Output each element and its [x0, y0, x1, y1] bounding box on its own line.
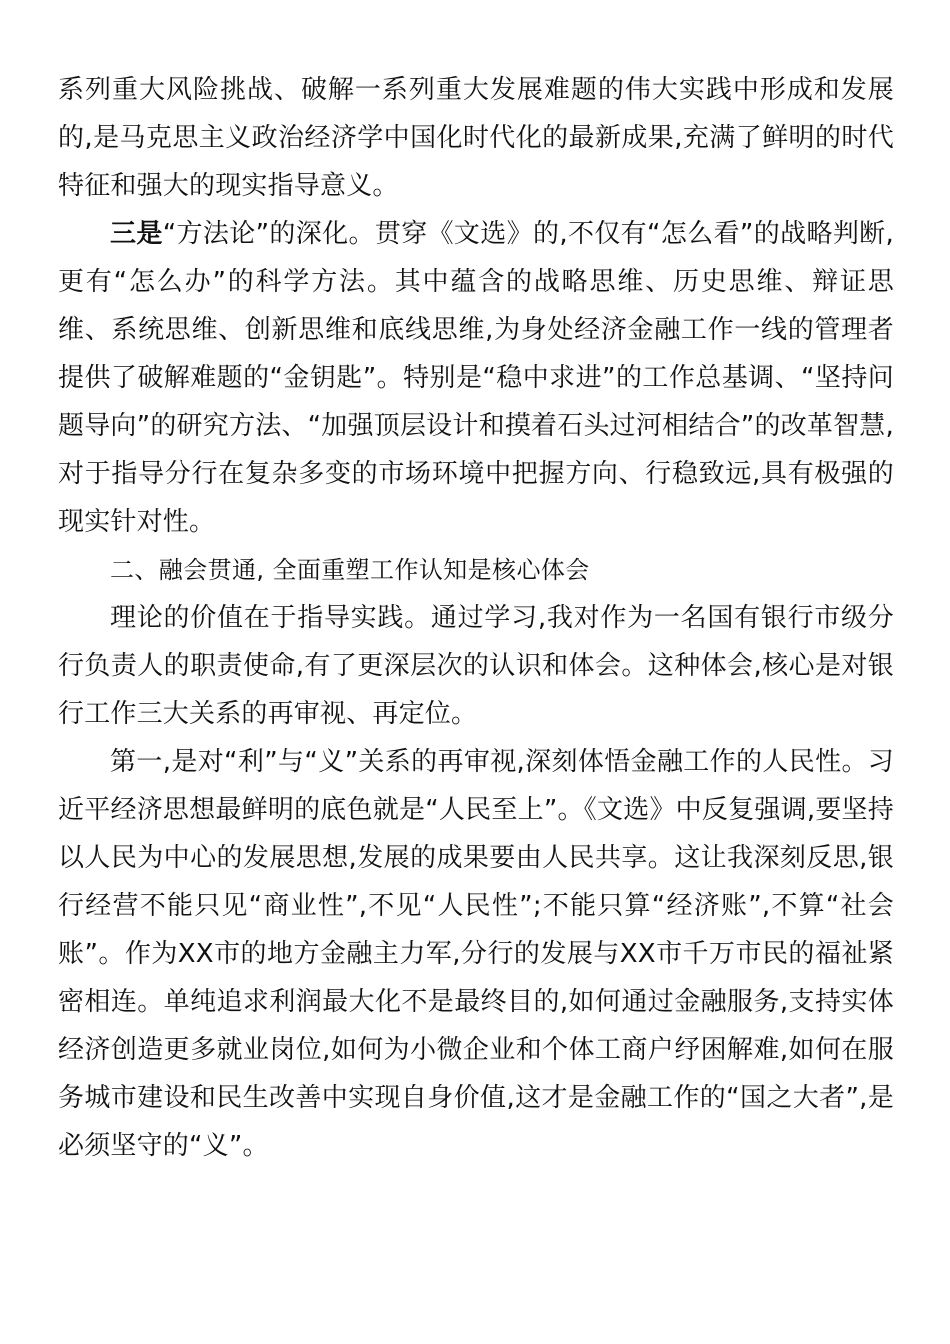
section-heading: 二、融会贯通, 全面重塑工作认知是核心体会: [110, 556, 590, 584]
paragraph-profit-righteousness: 第一,是对“利”与“义”关系的再审视,深刻体悟金融工作的人民性。习近平经济思想最鲜明的底色就是“人民至上”。《文选》中反复强调,要坚持以人民为中心的发展思想,发展的成果要由人民共享。这让我深刻反思,银行经营不能只见“商业性”,不见“人民性”;不能只算“经济账”,不算“社会账”。作为XX市的地方金融主力军,分行的发展与XX市千万市民的福祉紧密相连。单纯追求利润最大化不是最终目的,如何通过金融服务,支持实体经济创造更多就业岗位,如何为小微企业和个体工商户纾困解难,如何在服务城市建设和民生改善中实现自身价值,这才是金融工作的“国之大者”,是必须坚守的“义”。: [58, 747, 894, 1161]
paragraph-lead-bold: 三是: [110, 219, 163, 249]
paragraph-continuation: 系列重大风险挑战、破解一系列重大发展难题的伟大实践中形成和发展的,是马克思主义政治经济学中国化时代化的最新成果,充满了鲜明的时代特征和强大的现实指导意义。: [58, 75, 894, 201]
document-page: [58, 66, 894, 1170]
paragraph-theory-practice: 理论的价值在于指导实践。通过学习,我对作为一名国有银行市级分行负责人的职责使命,有了更深层次的认识和体会。这种体会,核心是对银行工作三大关系的再审视、再定位。: [58, 603, 894, 729]
paragraph-methodology: [58, 210, 894, 546]
paragraph-body: “方法论”的深化。贯穿《文选》的,不仅有“怎么看”的战略判断,更有“怎么办”的科学方法。其中蕴含的战略思维、历史思维、辩证思维、系统思维、创新思维和底线思维,为身处经济金融工作一线的管理者提供了破解难题的“金钥匙”。特别是“稳中求进”的工作总基调、“坚持问题导向”的研究方法、“加强顶层设计和摸着石头过河相结合”的改革智慧,对于指导分行在复杂多变的市场环境中把握方向、行稳致远,具有极强的现实针对性。: [58, 219, 895, 537]
